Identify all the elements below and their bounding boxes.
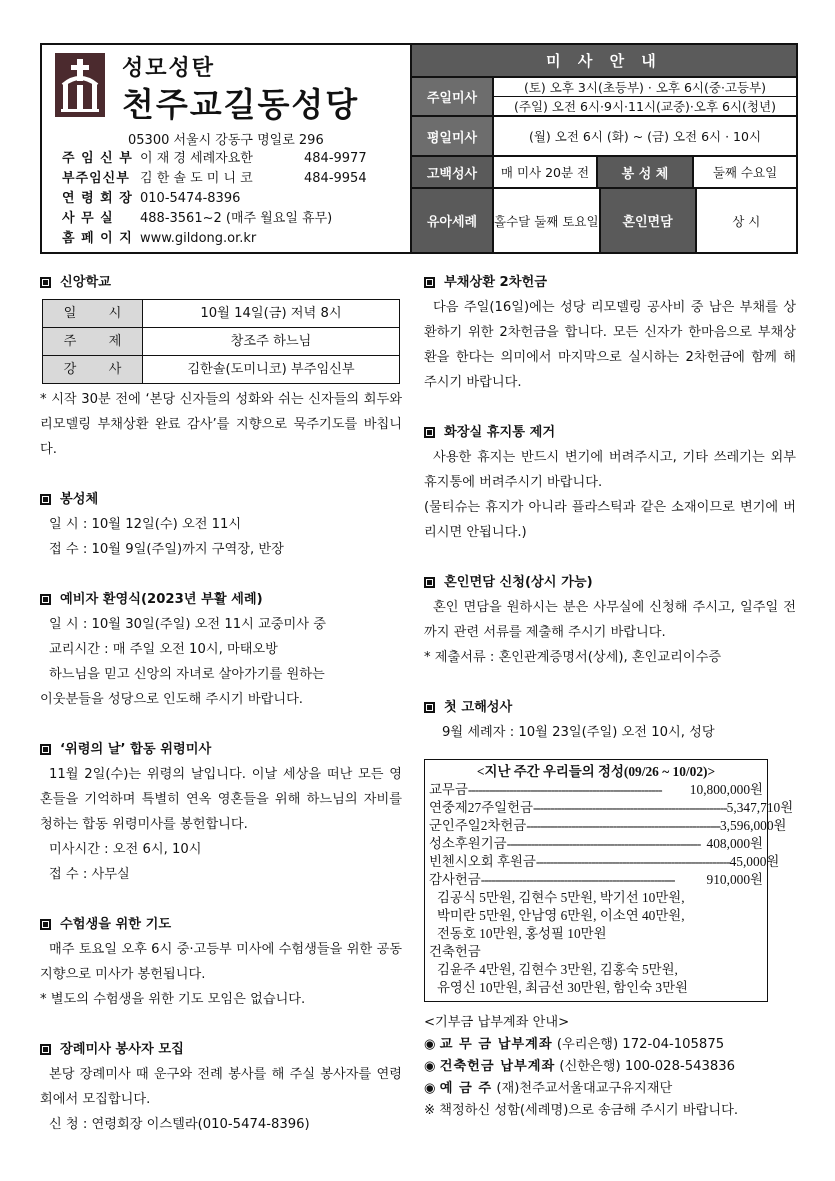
contact-phone: 484-9977 bbox=[304, 151, 367, 166]
contact-row bbox=[62, 149, 367, 169]
contact-row bbox=[62, 229, 367, 249]
offering-row: 빈첸시오회 후원금 -------------------------------------------------------- 45,000원 bbox=[429, 854, 780, 869]
account-row: ◉ 건축헌금 납부계좌 (신한은행) 100-028-543836 bbox=[424, 1059, 736, 1074]
communion-visit-heading: 봉성체 bbox=[40, 487, 402, 512]
offering-row: 연중제27주일헌금 -------------------------------------------------------- 5,347,710원 bbox=[429, 800, 794, 815]
parish-info-panel bbox=[42, 45, 412, 252]
contact-label: 부주임신부 bbox=[62, 171, 130, 186]
contact-label: 주 임 신 부 bbox=[62, 151, 133, 166]
table-row bbox=[43, 300, 400, 328]
accounts-note: ※ 책정하신 성함(세례명)으로 송금해 주시기 바랍니다. bbox=[424, 1103, 739, 1118]
wedding-interview-label: 혼인면담 bbox=[601, 189, 697, 252]
right-column bbox=[424, 270, 796, 1122]
sunday-mass-times: (주일) 오전 6시·9시·11시(교중)·오후 6시(청년) bbox=[494, 96, 796, 115]
weekday-mass-label: 평일미사 bbox=[412, 117, 494, 155]
table-label: 일 시 bbox=[43, 300, 143, 328]
wedding-interview-text: 혼인 면담을 원하시는 분은 사무실에 신청해 주시고, 일주일 전까지 관련 서류를 제출해 주시기 바랍니다. bbox=[424, 600, 796, 640]
contact-row bbox=[62, 169, 367, 189]
mass-schedule-panel bbox=[412, 45, 796, 252]
mass-guide-title: 미 사 안 내 bbox=[412, 45, 796, 78]
all-souls-registration: 접 수 : 사무실 bbox=[49, 867, 130, 882]
offering-row: 군인주일2차헌금 -------------------------------------------------------- 3,596,000원 bbox=[429, 818, 787, 833]
all-souls-mass-times: 미사시간 : 오전 6시, 10시 bbox=[49, 842, 202, 857]
infant-baptism-label: 유아세례 bbox=[412, 189, 494, 252]
contact-name: 488-3561~2 (매주 월요일 휴무) bbox=[140, 211, 333, 226]
confession-label: 고백성사 bbox=[412, 157, 494, 187]
square-bullet-icon bbox=[424, 577, 435, 588]
catechumen-invite-tail: 이웃분들을 성당으로 인도해 주시기 바랍니다. bbox=[40, 692, 304, 707]
church-logo-icon bbox=[55, 53, 105, 117]
weekday-mass-row bbox=[412, 117, 796, 157]
catechumen-date: 일 시 : 10월 30일(주일) 오전 11시 교중미사 중 bbox=[49, 617, 326, 632]
building-donor-line: 유영신 10만원, 최금선 30만원, 함인숙 3만원 bbox=[437, 980, 688, 995]
catechumen-welcome-heading: 예비자 환영식(2023년 부활 세례) bbox=[40, 587, 402, 612]
wedding-documents-note: * 제출서류 : 혼인관계증명서(상세), 혼인교리이수증 bbox=[424, 650, 722, 665]
table-value: 10월 14일(금) 저녁 8시 bbox=[143, 300, 400, 328]
offering-summary-box bbox=[424, 759, 794, 1002]
accounts-title: <기부금 납부계좌 안내> bbox=[424, 1015, 570, 1030]
donation-accounts bbox=[424, 1012, 796, 1122]
homepage-link[interactable]: www.gildong.or.kr bbox=[140, 231, 257, 246]
trash-bin-note: (물티슈는 휴지가 아니라 플라스틱과 같은 소재이므로 변기에 버리시면 안됩니다.) bbox=[424, 500, 796, 540]
wedding-interview-heading: 혼인면담 신청(상시 가능) bbox=[424, 570, 796, 595]
account-row: ◉ 예 금 주 (재)천주교서울대교구유지재단 bbox=[424, 1081, 673, 1096]
thanks-donor-line: 전동호 10만원, 홍성필 10만원 bbox=[437, 926, 607, 941]
table-label: 강 사 bbox=[43, 356, 143, 384]
exam-prayer-heading: 수험생을 위한 기도 bbox=[40, 912, 402, 937]
building-donor-line: 김윤주 4만원, 김현수 3만원, 김홍숙 5만원, bbox=[437, 962, 678, 977]
thanks-donor-line: 박미란 5만원, 안남영 6만원, 이소연 40만원, bbox=[437, 908, 685, 923]
square-bullet-icon bbox=[424, 277, 435, 288]
parish-sub-name: 성모성탄 bbox=[122, 56, 216, 81]
square-bullet-icon bbox=[424, 427, 435, 438]
sunday-mass-row bbox=[412, 78, 796, 117]
communion-date: 일 시 : 10월 12일(수) 오전 11시 bbox=[49, 517, 242, 532]
square-bullet-icon bbox=[40, 494, 51, 505]
faith-school-note: * 시작 30분 전에 ‘본당 신자들의 성화와 쉬는 신자들의 회두와 리모델링 부채상환 완료 감사’를 지향으로 묵주기도를 바칩니다. bbox=[40, 392, 402, 457]
table-row bbox=[43, 328, 400, 356]
faith-school-table bbox=[42, 299, 400, 384]
contact-name: 이 재 경 세례자요한 bbox=[140, 151, 253, 166]
account-row: ◉ 교 무 금 납부계좌 (우리은행) 172-04-105875 bbox=[424, 1037, 725, 1052]
first-confession-date: 9월 세례자 : 10월 23일(주일) 오전 10시, 성당 bbox=[442, 725, 715, 740]
offering-row: 성소후원기금 -------------------------------------------------------- 408,000원 bbox=[429, 836, 763, 851]
contact-label: 사 무 실 bbox=[62, 211, 114, 226]
offering-title: <지난 주간 우리들의 정성(09/26 ~ 10/02)> bbox=[476, 764, 716, 779]
weekday-mass-times: (월) 오전 6시 (화) ~ (금) 오전 6시 · 10시 bbox=[528, 129, 762, 144]
exam-prayer-text: 매주 토요일 오후 6시 중·고등부 미사에 수험생들을 위한 공동 지향으로 미사가 봉헌됩니다. bbox=[40, 942, 402, 982]
saturday-mass-times: (토) 오후 3시(초등부) · 오후 6시(중·고등부) bbox=[523, 80, 767, 95]
adoration-value: 둘째 수요일 bbox=[712, 165, 778, 180]
catechism-time: 교리시간 : 매 주일 오전 10시, 마태오방 bbox=[49, 642, 278, 657]
bulletin-header bbox=[40, 43, 798, 254]
debt-collection-heading: 부채상환 2차헌금 bbox=[424, 270, 796, 295]
circle-bullet-icon: ◉ bbox=[424, 1081, 440, 1096]
contact-row bbox=[62, 189, 367, 209]
square-bullet-icon bbox=[424, 702, 435, 713]
square-bullet-icon bbox=[40, 744, 51, 755]
square-bullet-icon bbox=[40, 919, 51, 930]
funeral-volunteer-contact: 신 청 : 연령회장 이스텔라(010-5474-8396) bbox=[49, 1117, 310, 1132]
contact-name: 010-5474-8396 bbox=[140, 191, 241, 206]
debt-collection-text: 다음 주일(16일)에는 성당 리모델링 공사비 중 남은 부채를 상환하기 위한 2차헌금을 합니다. 모든 신자가 한마음으로 부채상환을 한다는 의미에서 마지막으로 실시하는 2차헌금에 함께 해 주시기 바랍니다. bbox=[424, 300, 796, 390]
contact-row bbox=[62, 209, 367, 229]
contact-phone: 484-9954 bbox=[304, 171, 367, 186]
parish-name: 천주교길동성당 bbox=[122, 85, 360, 124]
table-value: 창조주 하느님 bbox=[143, 328, 400, 356]
left-column bbox=[40, 270, 402, 1137]
square-bullet-icon bbox=[40, 594, 51, 605]
confession-row bbox=[412, 157, 796, 189]
staff-contact-list bbox=[62, 149, 367, 249]
offering-row: 감사헌금 -------------------------------------------------------- 910,000원 bbox=[429, 872, 763, 887]
exam-prayer-note: * 별도의 수험생을 위한 기도 모임은 없습니다. bbox=[40, 992, 306, 1007]
confession-value: 매 미사 20분 전 bbox=[494, 157, 598, 187]
infant-baptism-value: 홀수달 둘째 토요일 bbox=[494, 189, 601, 252]
parish-address: 05300 서울시 강동구 명일로 296 bbox=[128, 133, 324, 148]
table-value: 김한솔(도미니코) 부주임신부 bbox=[143, 356, 400, 384]
thanks-donor-line: 김공식 5만원, 김현수 5만원, 박기선 10만원, bbox=[437, 890, 685, 905]
contact-label: 연 령 회 장 bbox=[62, 191, 133, 206]
catechumen-invite: 하느님을 믿고 신앙의 자녀로 살아가기를 원하는 bbox=[49, 667, 325, 682]
table-row bbox=[43, 356, 400, 384]
first-confession-heading: 첫 고해성사 bbox=[424, 695, 796, 720]
infant-baptism-row bbox=[412, 189, 796, 252]
table-label: 주 제 bbox=[43, 328, 143, 356]
all-souls-mass-text: 11월 2일(수)는 위령의 날입니다. 이날 세상을 떠난 모든 영혼들을 기억하며 특별히 연옥 영혼들을 위해 하느님의 자비를 청하는 합동 위령미사를 봉헌합니다. bbox=[40, 767, 402, 832]
communion-registration: 접 수 : 10월 9일(주일)까지 구역장, 반장 bbox=[49, 542, 284, 557]
faith-school-heading: 신앙학교 bbox=[40, 270, 402, 295]
trash-bin-text: 사용한 휴지는 반드시 변기에 버려주시고, 기타 쓰레기는 외부 휴지통에 버려주시기 바랍니다. bbox=[424, 450, 796, 490]
sunday-mass-label: 주일미사 bbox=[412, 78, 494, 115]
funeral-volunteer-heading: 장례미사 봉사자 모집 bbox=[40, 1037, 402, 1062]
circle-bullet-icon: ◉ bbox=[424, 1037, 440, 1052]
contact-name: 김 한 솔 도 미 니 코 bbox=[140, 171, 253, 186]
square-bullet-icon bbox=[40, 277, 51, 288]
adoration-label: 봉 성 체 bbox=[598, 157, 694, 187]
wedding-interview-value: 상 시 bbox=[732, 213, 761, 229]
all-souls-mass-heading: ‘위령의 날’ 합동 위령미사 bbox=[40, 737, 402, 762]
contact-label: 홈 페 이 지 bbox=[62, 231, 133, 246]
trash-bin-heading: 화장실 휴지통 제거 bbox=[424, 420, 796, 445]
offering-row: 교무금 -------------------------------------------------------- 10,800,000원 bbox=[429, 782, 763, 797]
funeral-volunteer-text: 본당 장례미사 때 운구와 전례 봉사를 해 주실 봉사자를 연령회에서 모집합니다. bbox=[40, 1067, 402, 1107]
parish-logo bbox=[55, 53, 105, 117]
circle-bullet-icon: ◉ bbox=[424, 1059, 440, 1074]
square-bullet-icon bbox=[40, 1044, 51, 1055]
building-fund-label: 건축헌금 bbox=[429, 944, 481, 959]
